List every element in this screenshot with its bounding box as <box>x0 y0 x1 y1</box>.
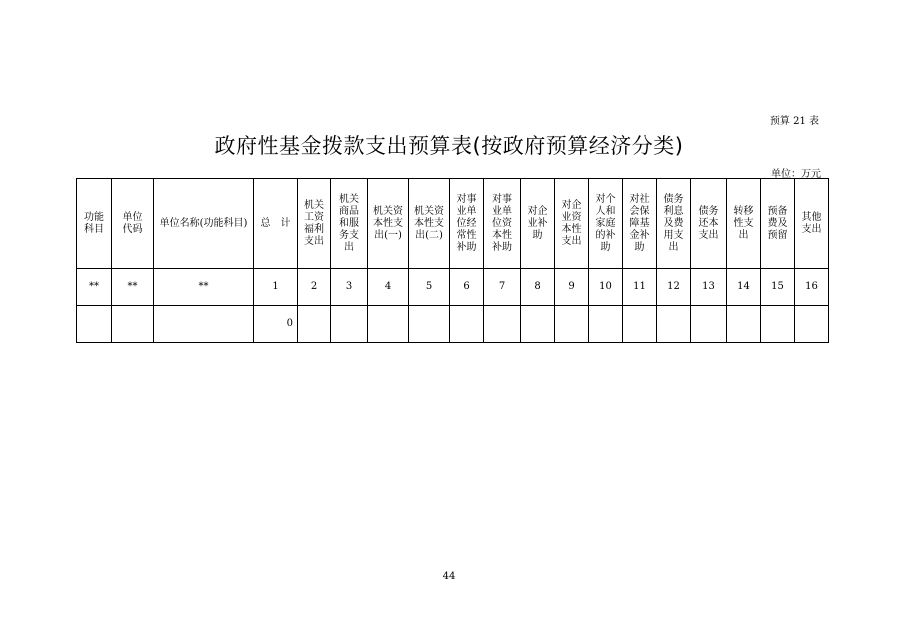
column-header <box>409 179 450 269</box>
column-number-row <box>77 269 829 306</box>
column-header <box>254 179 298 269</box>
column-header-label: 机关资 本性支 出(二) <box>414 205 444 241</box>
column-number: ** <box>154 269 254 306</box>
column-number: ** <box>112 269 154 306</box>
column-header-label: 转移 性支 出 <box>733 205 754 241</box>
column-number: 3 <box>331 269 368 306</box>
column-header-label: 其他 支出 <box>801 211 822 235</box>
column-header <box>368 179 409 269</box>
table-cell <box>368 306 409 343</box>
column-number: 2 <box>298 269 331 306</box>
table-cell <box>77 306 112 343</box>
page-title: 政府性基金拨款支出预算表(按政府预算经济分类) <box>214 134 684 158</box>
table-cell <box>331 306 368 343</box>
column-number: 16 <box>795 269 829 306</box>
column-header <box>727 179 761 269</box>
column-header <box>691 179 727 269</box>
column-number: 5 <box>409 269 450 306</box>
table-cell <box>623 306 657 343</box>
column-number: 1 <box>254 269 298 306</box>
column-number: 13 <box>691 269 727 306</box>
column-number: 8 <box>521 269 555 306</box>
column-header <box>795 179 829 269</box>
column-header <box>555 179 589 269</box>
column-number: ** <box>77 269 112 306</box>
column-header <box>623 179 657 269</box>
table-cell <box>555 306 589 343</box>
column-number: 14 <box>727 269 761 306</box>
table-cell <box>727 306 761 343</box>
column-number: 11 <box>623 269 657 306</box>
table-cell <box>298 306 331 343</box>
column-header-label: 对企 业资 本性 支出 <box>561 199 582 247</box>
table-cell <box>484 306 521 343</box>
unit-label: 单位：万元 <box>771 169 821 180</box>
table-cell <box>657 306 691 343</box>
table-cell <box>761 306 795 343</box>
column-header-label: 债务 利息 及费 用支 出 <box>663 193 684 253</box>
table-cell <box>112 306 154 343</box>
column-header <box>761 179 795 269</box>
header-row <box>77 179 829 269</box>
column-number: 10 <box>589 269 623 306</box>
column-header <box>589 179 623 269</box>
column-header <box>450 179 484 269</box>
column-header <box>298 179 331 269</box>
column-header-label: 对社 会保 障基 金补 助 <box>629 193 650 253</box>
column-header-label: 机关资 本性支 出(一) <box>373 205 403 241</box>
column-header <box>112 179 154 269</box>
column-header <box>484 179 521 269</box>
column-header-label: 机关 工资 福利 支出 <box>304 199 324 247</box>
column-number: 15 <box>761 269 795 306</box>
table-cell <box>795 306 829 343</box>
table-number: 预算 21 表 <box>769 116 819 127</box>
column-header-label: 功能 科目 <box>84 211 104 235</box>
table-cell <box>521 306 555 343</box>
table-cell <box>450 306 484 343</box>
column-header-label: 总 计 <box>260 217 291 229</box>
column-number: 9 <box>555 269 589 306</box>
table-row <box>77 306 829 343</box>
column-header-label: 单位 代码 <box>122 211 143 235</box>
column-header-label: 预备 费及 预留 <box>767 205 788 241</box>
column-number: 6 <box>450 269 484 306</box>
column-number: 4 <box>368 269 409 306</box>
table-cell <box>154 306 254 343</box>
table-cell <box>589 306 623 343</box>
column-number: 7 <box>484 269 521 306</box>
table-cell: 0 <box>254 306 298 343</box>
column-number: 12 <box>657 269 691 306</box>
column-header <box>657 179 691 269</box>
column-header <box>521 179 555 269</box>
column-header <box>77 179 112 269</box>
column-header-label: 对事 业单 位经 常性 补助 <box>456 193 477 253</box>
budget-table <box>76 178 829 343</box>
table-cell <box>409 306 450 343</box>
column-header-label: 单位名称(功能科目) <box>159 217 248 229</box>
page-number: 44 <box>442 571 456 582</box>
table-cell <box>691 306 727 343</box>
column-header-label: 对事 业单 位资 本性 补助 <box>492 193 512 253</box>
column-header-label: 债务 还本 支出 <box>698 205 719 241</box>
column-header-label: 对企 业补 助 <box>527 205 548 241</box>
column-header <box>331 179 368 269</box>
column-header <box>154 179 254 269</box>
column-header-label: 对个 人和 家庭 的补 助 <box>595 193 616 253</box>
column-header-label: 机关 商品 和服 务支 出 <box>339 193 359 253</box>
